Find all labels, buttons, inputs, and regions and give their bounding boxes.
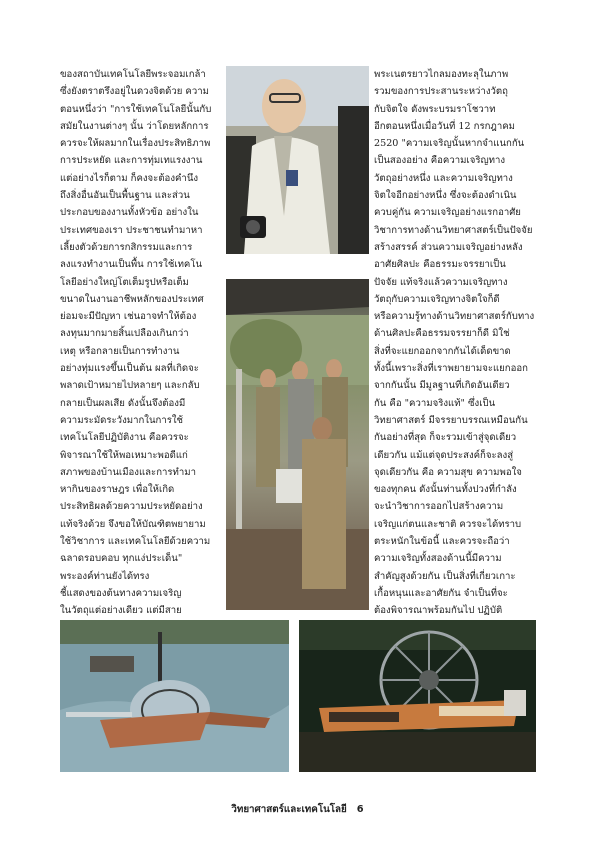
text-line: ประสิทธิผลด้วยความประหยัดอย่าง (60, 501, 203, 513)
photo-aerator-in-pond (60, 620, 289, 772)
text-line: ชี้แสดงของต้นทางความเจริญ (60, 587, 182, 599)
text-line: โลยีอย่างใหญ่โตเต็มรูปหรือเต็ม (60, 276, 189, 288)
text-line: ถึงสิ่งอื่นอันเป็นพื้นฐาน และส่วน (60, 190, 190, 202)
text-line: ทั้งนี้เพราะสิ่งที่เราพยายามจะแยกออก (374, 363, 528, 375)
text-line: เป็นสองอย่าง คือความเจริญทาง (374, 155, 506, 167)
text-line: จุดเดียวกัน คือ ความสุข ความพอใจ (374, 466, 522, 478)
text-line: กันอย่างที่สุด ก็จะรวมเข้าสู่จุดเดียว (374, 432, 517, 444)
text-line: หากินของราษฎร เพื่อให้เกิด (60, 484, 175, 496)
text-line: พิจารณาใช้ให้พอเหมาะพอดีแก่ (60, 449, 188, 461)
text-line: ฉลาดรอบคอบ ทุกแง่ประเด็น" (60, 553, 183, 565)
text-line: สิ่งที่จะแยกออกจากกันได้เด็ดขาด (374, 345, 511, 357)
text-line: ของทุกคน ดังนั้นท่านทั้งปวงที่กำลัง (374, 484, 517, 496)
text-line: ขนาดในงานอาชีพหลักของประเทศ (60, 293, 204, 305)
text-line: จิตใจอีกอย่างหนึ่ง ซึ่งจะต้องดำเนิน (374, 190, 517, 202)
text-line: เกื้อหนุนและอาศัยกัน จำเป็นที่จะ (374, 587, 508, 599)
text-line: ต้องพิจารณาพร้อมกันไป ปฏิบัติ (374, 605, 503, 617)
text-line: เจริญแก่ตนและชาติ ควรจะได้ทราบ (374, 518, 522, 530)
right-text-column (374, 66, 538, 620)
text-line: การประหยัด และการทุ่มเทแรงงาน (60, 155, 203, 167)
text-line: ควบคู่กัน ความเจริญอย่างแรกอาศัย (374, 207, 521, 219)
text-line: ใช้วิชาการ และเทคโนโลยีด้วยความ (60, 536, 211, 548)
text-line: จะนำวิชาการออกไปสร้างความ (374, 501, 504, 513)
text-line: วัตถุอย่างหนึ่ง และความเจริญทาง (374, 172, 513, 184)
text-line: หรือความรู้ทางด้านวิทยาศาสตร์กับทาง (374, 311, 535, 323)
text-line: ตอนหนึ่งว่า "การใช้เทคโนโลยีนั้นกับ (60, 103, 212, 115)
text-line: ย่อมจะมีปัญหา เช่นอาจทำให้ต้อง (60, 311, 197, 323)
page-footer (0, 802, 595, 817)
text-line: ตระหนักในข้อนี้ และควรจะถือว่า (374, 536, 510, 548)
text-line: สำคัญสูงด้วยกัน เป็นสิ่งที่เกี่ยวเกาะ (374, 570, 516, 582)
text-line: 2520 "ความเจริญนั้นหากจำแนกกัน (374, 138, 525, 150)
text-line: กับจิตใจ ดังพระบรมราโชวาท (374, 103, 496, 115)
text-line: ในวัตถุแต่อย่างเดียว แต่มีสาย (60, 605, 182, 617)
text-line: พระองค์ท่านยังได้ทรง (60, 570, 150, 582)
text-line: กัน คือ "ความจริงแท้" ซึ่งเป็น (374, 397, 496, 409)
text-line: รวมของการประสานระหว่างวัตถุ (374, 86, 508, 98)
text-line: กลายเป็นผลเสีย ดังนั้นจึงต้องมี (60, 397, 186, 409)
text-line: แต่อย่างไรก็ตาม ก็คงจะต้องคำนึง (60, 172, 199, 184)
text-line: เดียวกัน แม้แต่จุดประสงค์ก็จะลงสู่ (374, 449, 514, 461)
text-line: ปัจจัย แท้จริงแล้วความเจริญทาง (374, 276, 508, 288)
text-line: ประเทศของเรา ประชาชนทำมาหา (60, 224, 203, 236)
text-line: ซึ่งยังตราตรึงอยู่ในดวงจิตด้วย ความ (60, 86, 209, 98)
text-line: สมัยในงานต่างๆ นั้น ว่าโดยหลักการ (60, 120, 209, 132)
text-line: ความระมัดระวังมากในการใช้ (60, 414, 184, 426)
text-line: วิทยาศาสตร์ มีจรรยาบรรณเหมือนกัน (374, 414, 528, 426)
text-line: จากกันนั้น มีมูลฐานที่เกิดอันเดียว (374, 380, 510, 392)
text-line: ของสถาบันเทคโนโลยีพระจอมเกล้า (60, 69, 206, 80)
text-line: ลงแรงทำงานเป็นพื้น การใช้เทคโน (60, 259, 203, 271)
text-line: ลงทุนมากมายสิ้นเปลืองเกินกว่า (60, 328, 189, 340)
journal-name: วิทยาศาสตร์และเทคโนโลยี (231, 804, 347, 815)
photo-ceremony-officials (226, 279, 369, 610)
text-line: วิชาการทางด้านวิทยาศาสตร์เป็นปัจจัย (374, 224, 533, 236)
text-line: วัตถุกับความเจริญทางจิตใจก็ดี (374, 293, 500, 305)
text-line: อย่างทุ่มแรงขึ้นเป็นต้น ผลที่เกิดจะ (60, 363, 199, 375)
text-line: เลี้ยงตัวด้วยการกสิกรรมและการ (60, 241, 193, 253)
text-line: สภาพของบ้านเมืองและการทำมา (60, 466, 196, 478)
text-line: ควรจะให้ผลมากในเรื่องประสิทธิภาพ (60, 138, 211, 150)
text-line: อาศัยศิลปะ คือธรรมะจรรยาเป็น (374, 259, 506, 271)
text-line: ความเจริญทั้งสองด้านนี้มีความ (374, 553, 502, 565)
left-text-column (60, 66, 221, 620)
text-line: แท้จริงด้วย จึงขอให้บัณฑิตพยายาม (60, 518, 206, 530)
text-line: เหตุ หรือกลายเป็นการทำงาน (60, 345, 180, 357)
photo-king-with-camera (226, 66, 369, 254)
photo-aerator-wheel-closeup (299, 620, 536, 772)
text-line: อีกตอนหนึ่งเมื่อวันที่ 12 กรกฎาคม (374, 120, 515, 132)
text-line: สร้างสรรค์ ส่วนความเจริญอย่างหลัง (374, 241, 523, 253)
text-line: เทคโนโลยีปฏิบัติงาน คือควรจะ (60, 432, 189, 444)
page-number: 6 (356, 804, 364, 815)
text-line: พลาดเป้าหมายไปหลายๆ และกลับ (60, 380, 200, 392)
text-line: ด้านศิลปะคือธรรมจรรยาก็ดี มิใช่ (374, 328, 510, 340)
text-line: ประกอบของงานทั้งหัวข้อ อย่างใน (60, 207, 199, 219)
text-line: พระเนตรยาวไกลมองทะลุในภาพ (374, 69, 509, 80)
